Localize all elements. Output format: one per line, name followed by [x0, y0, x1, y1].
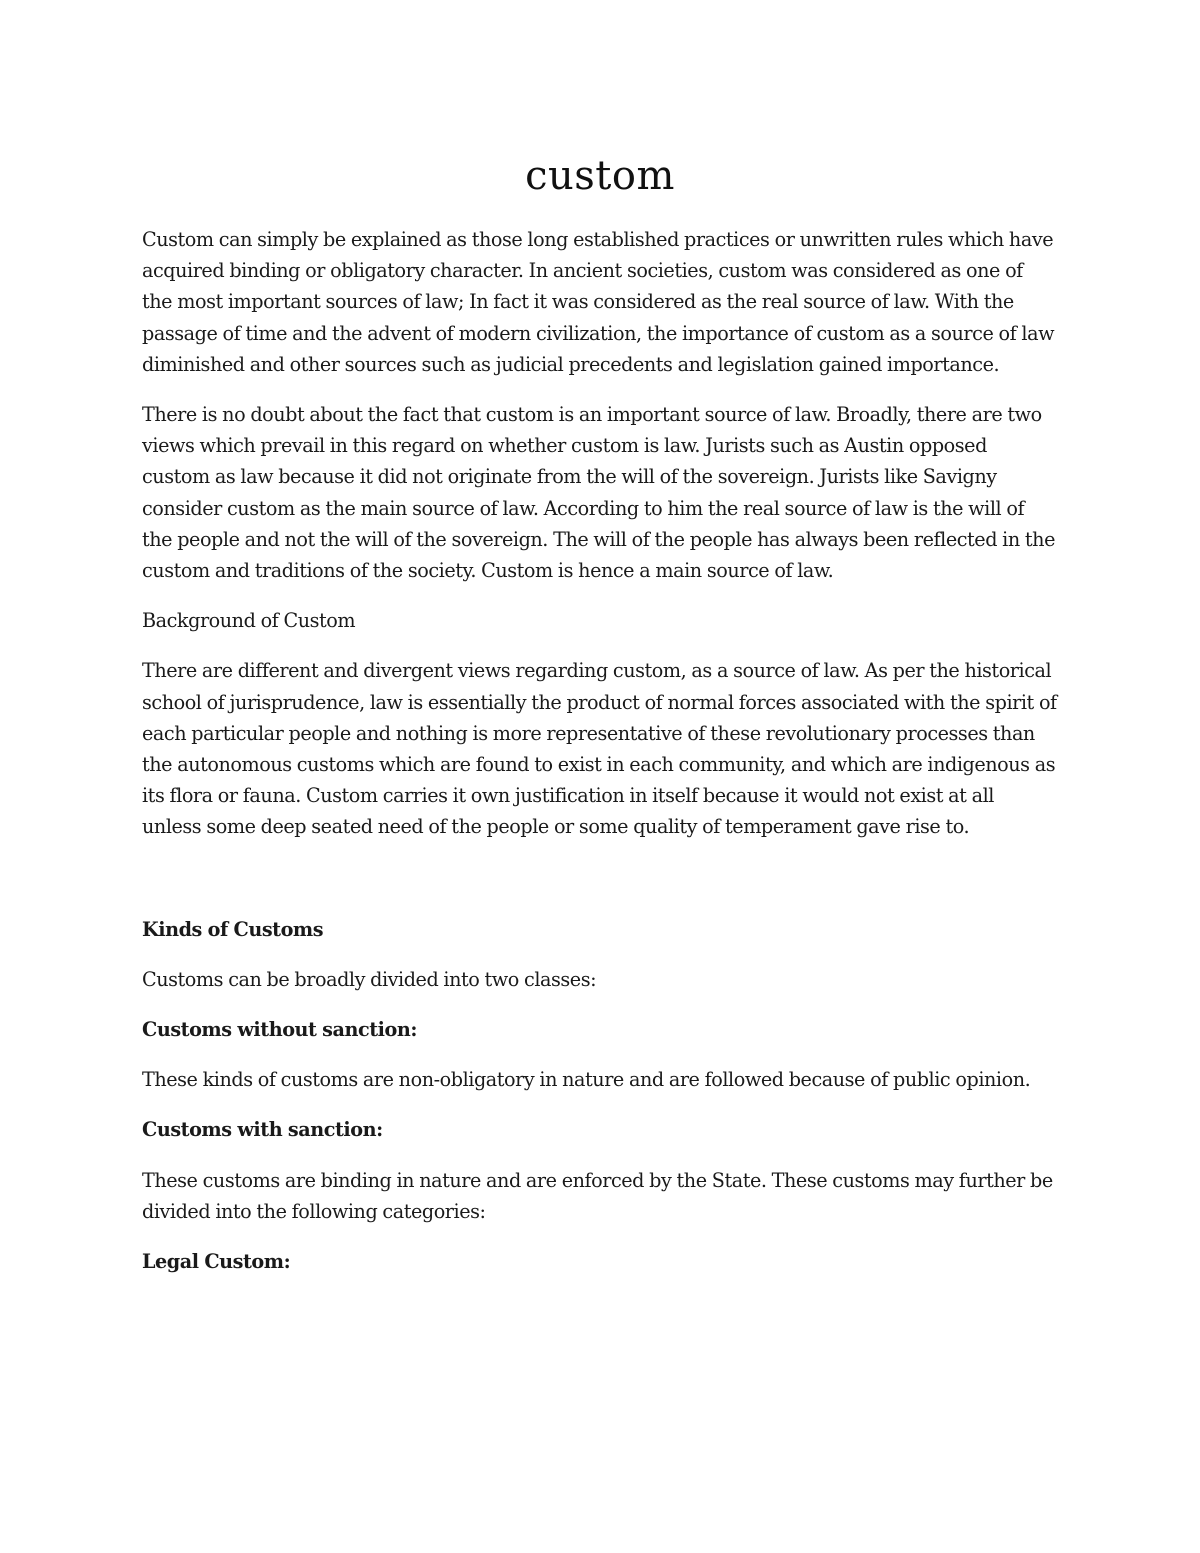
with-sanction-text: These customs are binding in nature and are enforced by the State. These customs may further be divided into the following categories:	[142, 1168, 1053, 1223]
with-sanction-heading: Customs with sanction:	[142, 1118, 383, 1142]
views-paragraph: There is no doubt about the fact that custom is an important source of law. Broadly, there are two views which prevail in this regard on whether custom is law. Jurists such as Austin opposed custom as law because it did not originate from the will of the sovereign. Jurists like Savigny consider custom as the main source of law. According to him the real source of law is the will of the people and not the will of the sovereign. The will of the people has always been reflected in the custom and traditions of the society. Custom is hence a main source of law.	[142, 403, 1055, 583]
background-paragraph: There are different and divergent views regarding custom, as a source of law. As per the historical school of jurisprudence, law is essentially the product of normal forces associated with the spirit of each particular people and nothing is more representative of these revolutionary processes than the autonomous customs which are found to exist in each community, and which are indigenous as its flora or fauna. Custom carries it own justification in itself because it would not exist at all unless some deep seated need of the people or some quality of temperament gave rise to.	[142, 659, 1057, 839]
document-title: custom	[525, 153, 675, 199]
legal-custom-heading: Legal Custom:	[142, 1250, 291, 1274]
kinds-intro: Customs can be broadly divided into two classes:	[142, 967, 597, 991]
kinds-heading: Kinds of Customs	[142, 917, 324, 941]
section-spacer	[142, 862, 1058, 914]
without-sanction-heading: Customs without sanction:	[142, 1018, 417, 1042]
document-body	[142, 150, 1058, 1296]
background-heading: Background of Custom	[142, 609, 356, 633]
without-sanction-text: These kinds of customs are non-obligatory in nature and are followed because of public opinion.	[142, 1068, 1031, 1092]
intro-paragraph: Custom can simply be explained as those long established practices or unwritten rules which have acquired binding or obligatory character. In ancient societies, custom was considered as one of the most important sources of law; In fact it was considered as the real source of law. With the passage of time and the advent of modern civilization, the importance of custom as a source of law diminished and other sources such as judicial precedents and legislation gained importance.	[142, 228, 1055, 376]
